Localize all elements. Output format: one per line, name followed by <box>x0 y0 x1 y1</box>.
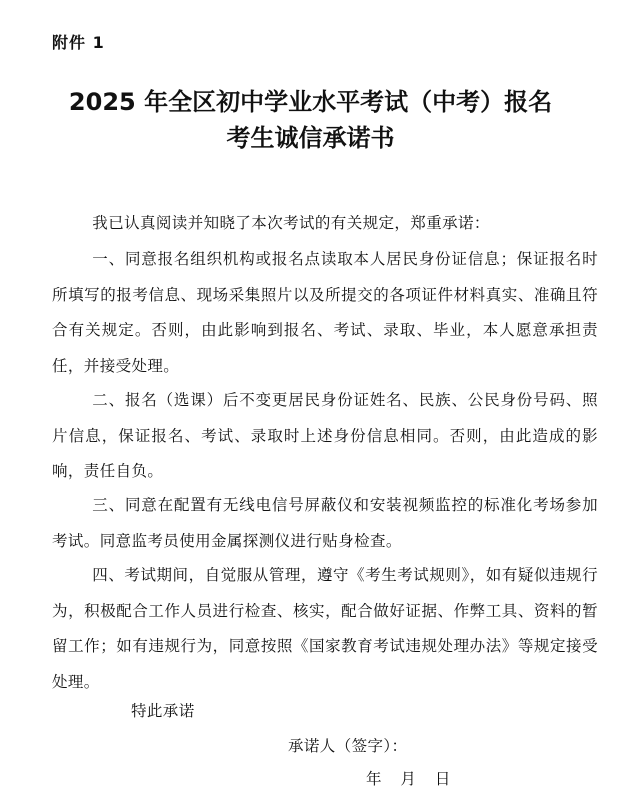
closing-statement: 特此承诺 <box>131 702 195 720</box>
commitment-item-2: 二、报名（选课）后不变更居民身份证姓名、民族、公民身份号码、照片信息，保证报名、考试、录取时上述身份信息相同。否则，由此造成的影响，责任自负。 <box>52 391 598 480</box>
commitment-item-4: 四、考试期间，自觉服从管理，遵守《考生考试规则》，如有疑似违规行为，积极配合工作人员进行检查、核实，配合做好证据、作弊工具、资料的暂留工作；如有违规行为，同意按照《国家教育考试违规处理办法》等规定接受处理。 <box>52 566 598 691</box>
commitment-item-1: 一、同意报名组织机构或报名点读取本人居民身份证信息；保证报名时所填写的报考信息、现场采集照片以及所提交的各项证件材料真实、准确且符合有关规定。否则，由此影响到报名、考试、录取、毕业，本人愿意承担责任，并接受处理。 <box>52 250 598 375</box>
date-placeholder: 年 月 日 <box>366 770 451 788</box>
attachment-label: 附件 1 <box>52 33 105 52</box>
signer-label: 承诺人（签字）： <box>288 737 408 755</box>
document-title-line-2: 考生诚信承诺书 <box>226 124 395 152</box>
intro-paragraph: 我已认真阅读并知晓了本次考试的有关规定，郑重承诺： <box>92 214 490 232</box>
document-title-line-1: 2025 年全区初中学业水平考试（中考）报名 <box>68 88 553 116</box>
commitment-item-3: 三、同意在配置有无线电信号屏蔽仪和安装视频监控的标准化考场参加考试。同意监考员使用金属探测仪进行贴身检查。 <box>52 496 598 550</box>
